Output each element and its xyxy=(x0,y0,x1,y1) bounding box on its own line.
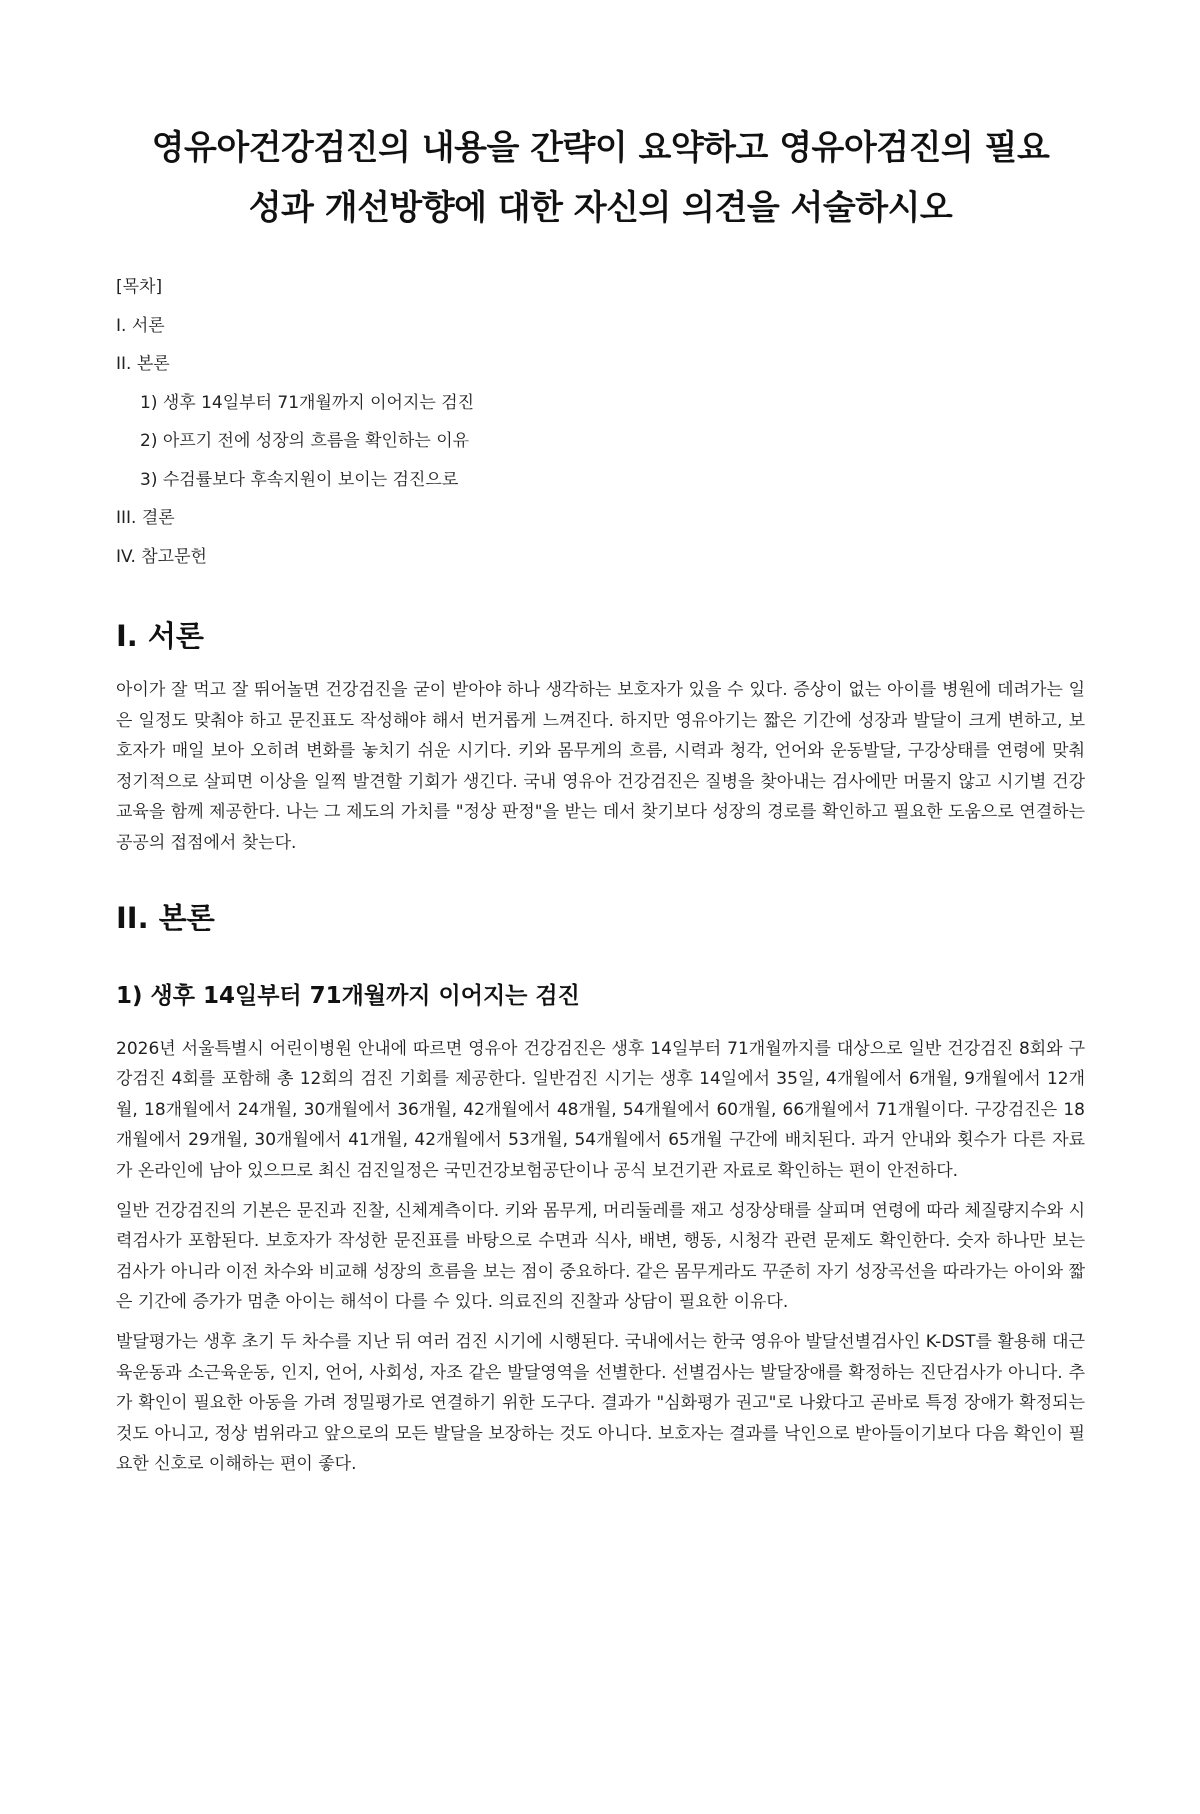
toc-item-body-sub-1: 1) 생후 14일부터 71개월까지 이어지는 검진 xyxy=(140,392,475,413)
body-paragraph: 발달평가는 생후 초기 두 차수를 지난 뒤 여러 검진 시기에 시행된다. 국내에서는 한국 영유아 발달선별검사인 K-DST를 활용해 대근육운동과 소근육운동, 인지, 언어, 사회성, 자조 같은 발달영역을 선별한다. 선별검사는 발달장애를 확정하는 진단검사가 아니다. 추가 확인이 필요한 아동을 가려 정밀평가로 연결하기 위한 도구다. 결과가 "심화평가 권고"로 나왔다고 곧바로 특정 장애가 확정되는 것도 아니고, 정상 범위라고 앞으로의 모든 발달을 보장하는 것도 아니다. 보호자는 결과를 낙인으로 받아들이기보다 다음 확인이 필요한 신호로 이해하는 편이 좋다. xyxy=(116,1331,1085,1475)
subsection-heading-checkup-schedule: 1) 생후 14일부터 71개월까지 이어지는 검진 xyxy=(116,982,580,1009)
body-paragraph: 2026년 서울특별시 어린이병원 안내에 따르면 영유아 건강검진은 생후 14일부터 71개월까지를 대상으로 일반 건강검진 8회와 구강검진 4회를 포함해 총 12회의 검진 기회를 제공한다. 일반검진 시기는 생후 14일에서 35일, 4개월에서 6개월, 9개월에서 12개월, 18개월에서 24개월, 30개월에서 36개월, 42개월에서 48개월, 54개월에서 60개월, 66개월에서 71개월이다. 구강검진은 18개월에서 29개월, 30개월에서 41개월, 42개월에서 53개월, 54개월에서 65개월 구간에 배치된다. 과거 안내와 횟수가 다른 자료가 온라인에 남아 있으므로 최신 검진일정은 국민건강보험공단이나 공식 보건기관 자료로 확인하는 편이 안전하다. xyxy=(116,1038,1085,1181)
toc-item-body-sub-3: 3) 수검률보다 후속지원이 보이는 검진으로 xyxy=(140,469,459,490)
body-paragraph: 일반 건강검진의 기본은 문진과 진찰, 신체계측이다. 키와 몸무게, 머리둘레를 재고 성장상태를 살피며 연령에 따라 체질량지수와 시력검사가 포함된다. 보호자가 작성한 문진표를 바탕으로 수면과 식사, 배변, 행동, 시청각 관련 문제도 확인한다. 숫자 하나만 보는 검사가 아니라 이전 차수와 비교해 성장의 흐름을 보는 점이 중요하다. 같은 몸무게라도 꾸준히 자기 성장곡선을 따라가는 아이와 짧은 기간에 증가가 멈춘 아이는 해석이 다를 수 있다. 의료진의 진찰과 상담이 필요한 이유다. xyxy=(116,1200,1085,1313)
intro-paragraph: 아이가 잘 먹고 잘 뛰어놀면 건강검진을 굳이 받아야 하나 생각하는 보호자가 있을 수 있다. 증상이 없는 아이를 병원에 데려가는 일은 일정도 맞춰야 하고 문진표도 작성해야 해서 번거롭게 느껴진다. 하지만 영유아기는 짧은 기간에 성장과 발달이 크게 변하고, 보호자가 매일 보아 오히려 변화를 놓치기 쉬운 시기다. 키와 몸무게의 흐름, 시력과 청각, 언어와 운동발달, 구강상태를 연령에 맞춰 정기적으로 살피면 이상을 일찍 발견할 기회가 생긴다. 국내 영유아 건강검진은 질병을 찾아내는 검사에만 머물지 않고 시기별 건강교육을 함께 제공한다. 나는 그 제도의 가치를 "정상 판정"을 받는 데서 찾기보다 성장의 경로를 확인하고 필요한 도움으로 연결하는 공공의 접점에서 찾는다. xyxy=(116,680,1085,853)
toc-heading: [목차] xyxy=(116,277,163,297)
toc-item-conclusion: III. 결론 xyxy=(116,508,175,528)
document-title-line-1: 영유아건강검진의 내용을 간략이 요약하고 영유아검진의 필요 xyxy=(151,128,1050,168)
section-heading-intro: I. 서론 xyxy=(116,619,204,653)
section-heading-body: II. 본론 xyxy=(116,900,215,935)
document-title xyxy=(116,118,1085,238)
toc-item-body-sub-2: 2) 아프기 전에 성장의 흐름을 확인하는 이유 xyxy=(140,431,470,451)
table-of-contents xyxy=(116,268,1085,576)
document-page xyxy=(0,118,1200,1814)
toc-item-body: II. 본론 xyxy=(116,354,170,374)
toc-item-intro: I. 서론 xyxy=(116,315,165,336)
toc-item-references: IV. 참고문헌 xyxy=(116,546,207,567)
document-title-line-2: 성과 개선방향에 대한 자신의 의견을 서술하시오 xyxy=(248,188,953,228)
